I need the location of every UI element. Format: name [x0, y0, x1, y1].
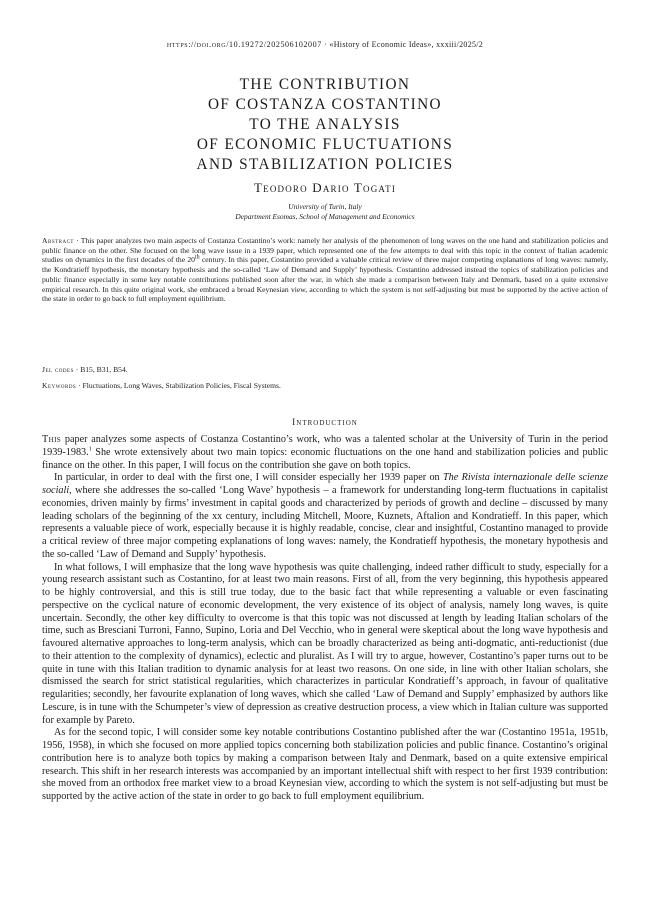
paragraph-text: In particular, in order to deal with the first one, I will consider especially her 1939 paper on — [54, 472, 443, 484]
lead-word: This — [42, 434, 62, 445]
title-line: OF ECONOMIC FLUCTUATIONS — [196, 136, 454, 153]
title-line: AND STABILIZATION POLICIES — [196, 156, 454, 173]
article-title — [60, 75, 590, 175]
abstract-label: Abstract — [42, 236, 74, 245]
jel-label: Jel codes — [42, 365, 74, 374]
title-line: OF COSTANZA COSTANTINO — [207, 96, 443, 113]
paragraph: As for the second topic, I will consider some key notable contributions Costantino published after the war (Costantino 1951a, 1951b, 1956, 1958), in which she focused on more applied topics concerning both stabilization policies and public finance. Costantino’s original contribution here is to analyze both topics by making a comparison between Italy and Denmark, based on a quite extensive empirical research. This shift in her research interests was accompanied by an important intellectual shift with respect to her first 1939 contribution: she moved from an orthodox free market view to a broad Keynesian view, according to which the system is not self-adjusting but must be supported by the active action of the state in order to go back to full employment equilibrium. — [42, 727, 608, 802]
author-affiliation-department: Department Esomas, School of Management and Economics — [235, 212, 415, 221]
paragraph-text: , where she addresses the so-called ‘Long Wave’ hypothesis – a framework for understanding long-term fluctuations in capitalist economies, driven mainly by firms’ investment in capital goods and characterized by periods of growth and decline – discussed by many leading scholars of the beginning of the xx century, including Mitchell, Moore, Kuznets, Aftalion and Kondratieff. In this paper, which represents a valuable piece of work, especially because it is highly readable, concise, clear and insightful, Costantino managed to provide a critical review of three major competing explanations of long waves: namely, the Kondratieff hypothesis, the monetary hypothesis and the so-called ‘Law of Demand and Supply’ hypothesis. — [42, 485, 608, 560]
paragraph — [42, 472, 608, 561]
body-text — [42, 434, 608, 804]
jel-values: B15, B31, B54. — [80, 365, 128, 374]
journal-title: The Rivista internazionale delle scienze sociali — [42, 472, 608, 496]
abstract-superscript: th — [194, 254, 200, 261]
journal-citation: «History of Economic Ideas», xxxiii/2025/2 — [329, 40, 484, 49]
author-name: Teodoro Dario Togati — [253, 180, 397, 195]
paragraph-text: She wrote extensively about two main topics: economic fluctuations on the one hand and stabilization policies and public finance on the other. In this paper, I will focus on the contribution she gave on both topics. — [42, 446, 608, 471]
title-line: THE CONTRIBUTION — [239, 76, 411, 93]
footnote-ref[interactable]: 1 — [88, 446, 92, 453]
keywords: Keywords · Fluctuations, Long Waves, Stabilization Policies, Fiscal Systems. — [42, 381, 281, 390]
title-line: TO THE ANALYSIS — [249, 116, 401, 133]
paragraph: In what follows, I will emphasize that the long wave hypothesis was quite challenging, indeed rather difficult to study, especially for a young research assistant such as Costantino, for at least two main reasons. First of all, from the very beginning, this hypothesis appeared to be highly controversial, and this is still true today, due to the basic fact that while representing a valuable or even fascinating perspective on the cyclical nature of economic development, the very existence of its object of analysis, namely long waves, is quite uncertain. Secondly, the other key difficulty to overcome is that this topic was not discussed at length by leading Italian scholars of the time, such as Bresciani Turroni, Fanno, Supino, Loria and Del Vecchio, who in general were skeptical about the long wave hypothesis and favoured alternative approaches to long-term analysis, which can be broadly characterized as being anti-dogmatic, anti-reductionist (due to their attention to the complexity of dynamics), eclectic and pluralist. As I will try to argue, however, Costantino’s paper turns out to be quite in tune with this Italian tradition to dynamic analysis for at least two reasons. On one side, in line with other Italian scholars, she dismissed the search for strict statistical regularities, which characterizes in particular Kondratieff’s approach, in favour of qualitative regularities; secondly, her favourite explanation of long waves, which she called ‘Law of Demand and Supply’ emphasized by authors like Lescure, is in tune with the Schumpeter’s view of depression as creative destruction process, a view which in Italian culture was supported for example by Pareto. — [42, 561, 608, 726]
header-separator: · — [321, 40, 330, 49]
paragraph-text: paper analyzes some aspects of Costanza Costantino’s work, who was a talented scholar at the University of Turin in the period 1939-1983. — [42, 434, 608, 458]
keywords-values: Fluctuations, Long Waves, Stabilization Policies, Fiscal Systems. — [82, 381, 281, 390]
doi-link[interactable]: https://doi.org/10.19272/202506102007 — [166, 40, 322, 49]
keywords-label: Keywords — [42, 381, 77, 390]
paragraph — [42, 434, 608, 472]
author-affiliation-university: University of Turin, Italy — [288, 202, 362, 211]
abstract-text-continued: century. In this paper, Costantino provided a valuable critical review of three major competing explanations of long waves: namely, the Kondratieff hypothesis, the monetary hypothesis and the so-called ‘Law of Demand and Supply’ hypothesis. Costantino addressed instead the topics of stabilization policies and public finance especially in some key notable contributions published soon after the war, in which she made a comparison between Italy and Denmark, based on a quite extensive empirical research. In this quite original work, she embraced a broad Keynesian view, according to which the system is not self-adjusting but must be supported by the active action of the state in order to go back to full employment equilibrium. — [42, 255, 608, 304]
section-heading-introduction: Introduction — [292, 418, 358, 428]
abstract-text: This paper analyzes two main aspects of Costanza Costantino’s work: namely her analysis of the phenomenon of long waves on the one hand and stabilization policies and public finance on the other. She focused on the long wave issue in a 1939 paper, which represented one of the few attempts to deal with this topic in the context of Italian academic studies on dynamics in the first decades of the 20 — [42, 236, 608, 265]
abstract: Abstract · This paper analyzes two main aspects of Costanza Costantino’s work: namely her analysis of the phenomenon of long waves on the one hand and stabilization policies and public finance on the other. She focused on the long wave issue in a 1939 paper, which represented one of the few attempts to deal with this topic in the context of Italian academic studies on dynamics in the first decades of the 20th century. In this paper, Costantino provided a valuable critical review of three major competing explanations of long waves: namely, the Kondratieff hypothesis, the monetary hypothesis and the so-called ‘Law of Demand and Supply’ hypothesis. Costantino addressed instead the topics of stabilization policies and public finance especially in some key notable contributions published soon after the war, in which she made a comparison between Italy and Denmark, based on a quite extensive empirical research. In this quite original work, she embraced a broad Keynesian view, according to which the system is not self-adjusting but must be supported by the active action of the state in order to go back to full employment equilibrium. — [42, 236, 608, 304]
running-head — [0, 40, 650, 49]
jel-codes: Jel codes · B15, B31, B54. — [42, 365, 128, 374]
